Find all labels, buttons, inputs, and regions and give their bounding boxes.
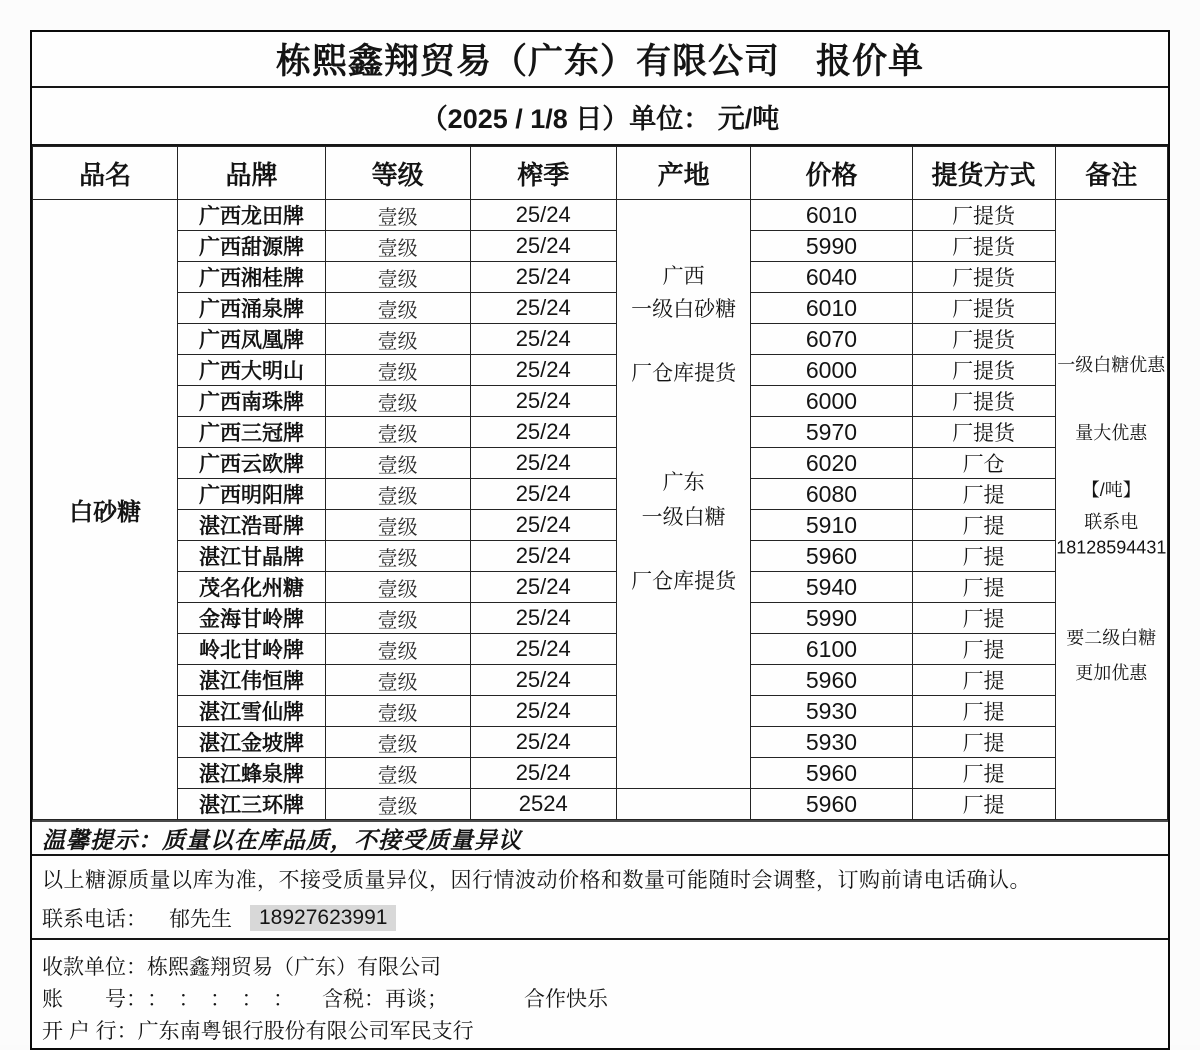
cell-price: 6080 (751, 479, 912, 510)
origin-pickup-guangxi: 厂仓库提货 (631, 361, 737, 385)
table-row (33, 386, 1168, 417)
cell-pickup: 厂提货 (912, 293, 1055, 324)
table-row (33, 727, 1168, 758)
cell-price: 6020 (751, 448, 912, 479)
cell-brand: 广西南珠牌 (178, 386, 326, 417)
cell-brand: 金海甘岭牌 (178, 603, 326, 634)
cell-grade: 壹级 (325, 448, 470, 479)
cell-grade: 壹级 (325, 231, 470, 262)
tax-note: 含税：再谈； (322, 988, 448, 1011)
product-name-cell: 白砂糖 (33, 200, 178, 820)
cell-pickup: 厂提货 (912, 262, 1055, 293)
cell-grade: 壹级 (325, 355, 470, 386)
cell-price: 6040 (751, 262, 912, 293)
cell-season: 25/24 (470, 200, 616, 231)
cell-brand: 广西大明山 (178, 355, 326, 386)
table-row (33, 262, 1168, 293)
contact-phone-highlighted: 18927623991 (250, 905, 396, 931)
origin-region-guangdong: 广东 (662, 471, 705, 495)
cell-pickup: 厂提 (912, 634, 1055, 665)
table-row (33, 541, 1168, 572)
quotation-sheet (30, 30, 1170, 1050)
cell-season: 25/24 (470, 634, 616, 665)
cell-season: 25/24 (470, 603, 616, 634)
cell-price: 6070 (751, 324, 912, 355)
cell-pickup: 厂提 (912, 510, 1055, 541)
col-header-remark: 备注 (1055, 147, 1167, 200)
cell-pickup: 厂提货 (912, 231, 1055, 262)
cell-pickup: 厂提 (912, 758, 1055, 789)
warm-reminder-line: 温馨提示：质量以在库品质，不接受质量异议 (32, 820, 1168, 856)
cell-grade: 壹级 (325, 262, 470, 293)
origin-pickup-guangdong: 厂仓库提货 (631, 569, 737, 593)
price-table (32, 146, 1168, 820)
table-row (33, 355, 1168, 386)
remark-line: 更加优惠 (1075, 662, 1148, 683)
cell-season: 25/24 (470, 510, 616, 541)
table-row (33, 603, 1168, 634)
cell-price: 6010 (751, 200, 912, 231)
remark-merged-cell (1055, 200, 1167, 820)
table-row (33, 200, 1168, 231)
cell-season: 25/24 (470, 417, 616, 448)
quality-notice-section (32, 856, 1168, 940)
cell-grade: 壹级 (325, 541, 470, 572)
bank-value: 广东南粤银行股份有限公司军民支行 (137, 1020, 474, 1043)
cell-price: 5960 (751, 665, 912, 696)
cell-brand: 广西云欧牌 (178, 448, 326, 479)
cell-pickup: 厂提 (912, 789, 1055, 820)
cooperation-note: 合作快乐 (524, 988, 608, 1011)
cell-brand: 广西涌泉牌 (178, 293, 326, 324)
cell-season: 25/24 (470, 355, 616, 386)
table-row (33, 324, 1168, 355)
cell-price: 5940 (751, 572, 912, 603)
cell-season: 25/24 (470, 696, 616, 727)
cell-price: 5930 (751, 727, 912, 758)
cell-season: 25/24 (470, 479, 616, 510)
origin-merged-cell (616, 200, 750, 789)
cell-grade: 壹级 (325, 572, 470, 603)
contact-name: 郁先生 (169, 908, 232, 931)
origin-empty-cell (616, 789, 750, 820)
table-row (33, 572, 1168, 603)
cell-pickup: 厂提货 (912, 386, 1055, 417)
cell-grade: 壹级 (325, 758, 470, 789)
cell-season: 25/24 (470, 293, 616, 324)
cell-grade: 壹级 (325, 665, 470, 696)
cell-grade: 壹级 (325, 727, 470, 758)
cell-pickup: 厂提货 (912, 200, 1055, 231)
contact-row (42, 903, 1158, 933)
payee-section (32, 940, 1168, 1048)
cell-price: 5960 (751, 789, 912, 820)
cell-grade: 壹级 (325, 696, 470, 727)
cell-grade: 壹级 (325, 324, 470, 355)
origin-region-guangxi: 广西 (662, 264, 705, 288)
payee-unit-line (42, 950, 1158, 982)
cell-grade: 壹级 (325, 417, 470, 448)
header-row (33, 147, 1168, 200)
table-row (33, 479, 1168, 510)
cell-price: 5960 (751, 541, 912, 572)
page-title: 栋熙鑫翔贸易（广东）有限公司 报价单 (32, 32, 1168, 88)
col-header-pickup: 提货方式 (912, 147, 1055, 200)
cell-pickup: 厂提货 (912, 417, 1055, 448)
cell-grade: 壹级 (325, 386, 470, 417)
cell-season: 25/24 (470, 231, 616, 262)
col-header-grade: 等级 (325, 147, 470, 200)
cell-pickup: 厂提 (912, 541, 1055, 572)
account-value: ： ： ： ： ： (147, 988, 294, 1011)
remark-line: 量大优惠 (1075, 423, 1148, 444)
date-unit-subtitle: （2025 / 1/8 日）单位： 元/吨 (32, 88, 1168, 146)
table-row (33, 448, 1168, 479)
remark-line: 【/吨】 (1081, 480, 1141, 501)
table-row (33, 634, 1168, 665)
cell-pickup: 厂提 (912, 727, 1055, 758)
cell-price: 6010 (751, 293, 912, 324)
cell-brand: 广西三冠牌 (178, 417, 326, 448)
cell-pickup: 厂提 (912, 696, 1055, 727)
origin-product-guangdong: 一级白糖 (641, 505, 726, 529)
cell-brand: 湛江浩哥牌 (178, 510, 326, 541)
cell-season: 25/24 (470, 448, 616, 479)
cell-brand: 广西湘桂牌 (178, 262, 326, 293)
table-row (33, 789, 1168, 820)
table-row (33, 696, 1168, 727)
cell-grade: 壹级 (325, 479, 470, 510)
cell-pickup: 厂提 (912, 603, 1055, 634)
cell-price: 6100 (751, 634, 912, 665)
payee-unit-label: 收款单位： (42, 956, 147, 979)
contact-label: 联系电话： (42, 908, 147, 931)
col-header-origin: 产地 (616, 147, 750, 200)
cell-brand: 广西明阳牌 (178, 479, 326, 510)
remark-line: 联系电 (1084, 511, 1139, 532)
cell-grade: 壹级 (325, 200, 470, 231)
quality-notice-text: 以上糖源质量以库为准，不接受质量异仪，因行情波动价格和数量可能随时会调整，订购前请电话确认。 (42, 869, 1031, 892)
bank-label: 开 户 行： (42, 1020, 138, 1043)
cell-brand: 茂名化州糖 (178, 572, 326, 603)
cell-season: 25/24 (470, 262, 616, 293)
cell-brand: 湛江三环牌 (178, 789, 326, 820)
cell-brand: 湛江金坡牌 (178, 727, 326, 758)
remark-line: 一级白糖优惠 (1057, 355, 1166, 376)
cell-price: 5930 (751, 696, 912, 727)
remark-phone: 18128594431 (1056, 537, 1167, 558)
cell-price: 5990 (751, 231, 912, 262)
col-header-price: 价格 (751, 147, 912, 200)
cell-brand: 广西龙田牌 (178, 200, 326, 231)
cell-pickup: 厂仓 (912, 448, 1055, 479)
cell-grade: 壹级 (325, 510, 470, 541)
payee-account-line (42, 982, 1158, 1014)
cell-grade: 壹级 (325, 789, 470, 820)
cell-pickup: 厂提 (912, 572, 1055, 603)
cell-brand: 湛江雪仙牌 (178, 696, 326, 727)
table-row (33, 758, 1168, 789)
cell-brand: 广西凤凰牌 (178, 324, 326, 355)
cell-brand: 广西甜源牌 (178, 231, 326, 262)
cell-price: 5910 (751, 510, 912, 541)
cell-brand: 岭北甘岭牌 (178, 634, 326, 665)
cell-price: 6000 (751, 355, 912, 386)
cell-pickup: 厂提 (912, 479, 1055, 510)
cell-brand: 湛江蜂泉牌 (178, 758, 326, 789)
col-header-season: 榨季 (470, 147, 616, 200)
account-label: 账 号： (42, 988, 147, 1011)
cell-season: 25/24 (470, 665, 616, 696)
cell-season: 25/24 (470, 758, 616, 789)
cell-price: 5970 (751, 417, 912, 448)
payee-unit-value: 栋熙鑫翔贸易（广东）有限公司 (147, 956, 441, 979)
cell-pickup: 厂提货 (912, 324, 1055, 355)
table-row (33, 665, 1168, 696)
cell-price: 6000 (751, 386, 912, 417)
cell-season: 25/24 (470, 386, 616, 417)
cell-season: 25/24 (470, 324, 616, 355)
cell-pickup: 厂提 (912, 665, 1055, 696)
payee-bank-line (42, 1014, 1158, 1046)
cell-grade: 壹级 (325, 634, 470, 665)
cell-season: 25/24 (470, 572, 616, 603)
cell-price: 5990 (751, 603, 912, 634)
origin-product-guangxi: 一级白砂糖 (631, 298, 737, 322)
col-header-product: 品名 (33, 147, 178, 200)
cell-season: 25/24 (470, 727, 616, 758)
cell-brand: 湛江甘晶牌 (178, 541, 326, 572)
table-row (33, 417, 1168, 448)
cell-grade: 壹级 (325, 603, 470, 634)
table-row (33, 293, 1168, 324)
cell-season: 25/24 (470, 541, 616, 572)
cell-grade: 壹级 (325, 293, 470, 324)
cell-season: 2524 (470, 789, 616, 820)
table-row (33, 510, 1168, 541)
table-row (33, 231, 1168, 262)
col-header-brand: 品牌 (178, 147, 326, 200)
cell-pickup: 厂提货 (912, 355, 1055, 386)
cell-price: 5960 (751, 758, 912, 789)
cell-brand: 湛江伟恒牌 (178, 665, 326, 696)
remark-line: 要二级白糖 (1066, 628, 1157, 648)
